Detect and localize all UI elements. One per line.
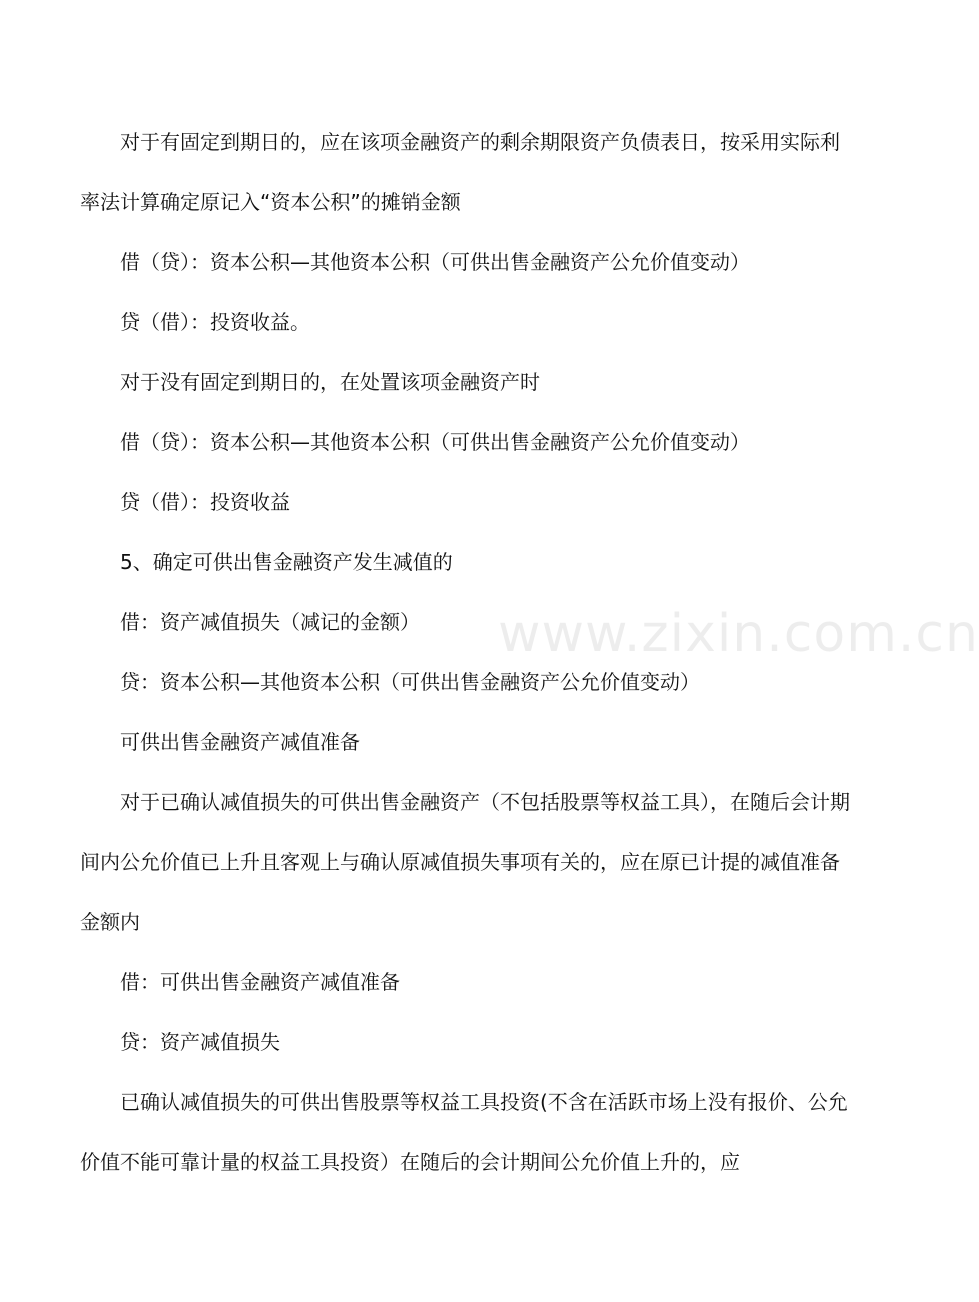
paragraph: 贷：资产减值损失 — [120, 1030, 280, 1054]
watermark-text: www.zixin.com.cn — [498, 604, 979, 664]
paragraph: 贷：资本公积—其他资本公积（可供出售金融资产公允价值变动） — [120, 670, 700, 694]
paragraph: 对于没有固定到期日的，在处置该项金融资产时 — [120, 370, 540, 394]
paragraph: 借（贷）：资本公积—其他资本公积（可供出售金融资产公允价值变动） — [120, 250, 750, 274]
document-body — [80, 112, 850, 1192]
paragraph: 对于已确认减值损失的可供出售金融资产（不包括股票等权益工具），在随后会计期间内公允价值已上升且客观上与确认原减值损失事项有关的，应在原已计提的减值准备金额内 — [80, 790, 850, 934]
paragraph: 已确认减值损失的可供出售股票等权益工具投资(不含在活跃市场上没有报价、公允价值不能可靠计量的权益工具投资）在随后的会计期间公允价值上升的，应 — [80, 1090, 848, 1174]
paragraph: 借：可供出售金融资产减值准备 — [120, 970, 400, 994]
paragraph: 贷（借）：投资收益。 — [120, 310, 310, 334]
paragraph: 借：资产减值损失（减记的金额） — [120, 610, 420, 634]
paragraph: 贷（借）：投资收益 — [120, 490, 290, 514]
paragraph: 借（贷）：资本公积—其他资本公积（可供出售金融资产公允价值变动） — [120, 430, 750, 454]
paragraph: 5、确定可供出售金融资产发生减值的 — [120, 550, 453, 574]
paragraph: 可供出售金融资产减值准备 — [120, 730, 360, 754]
paragraph: 对于有固定到期日的，应在该项金融资产的剩余期限资产负债表日，按采用实际利率法计算确定原记入“资本公积”的摊销金额 — [80, 130, 840, 214]
